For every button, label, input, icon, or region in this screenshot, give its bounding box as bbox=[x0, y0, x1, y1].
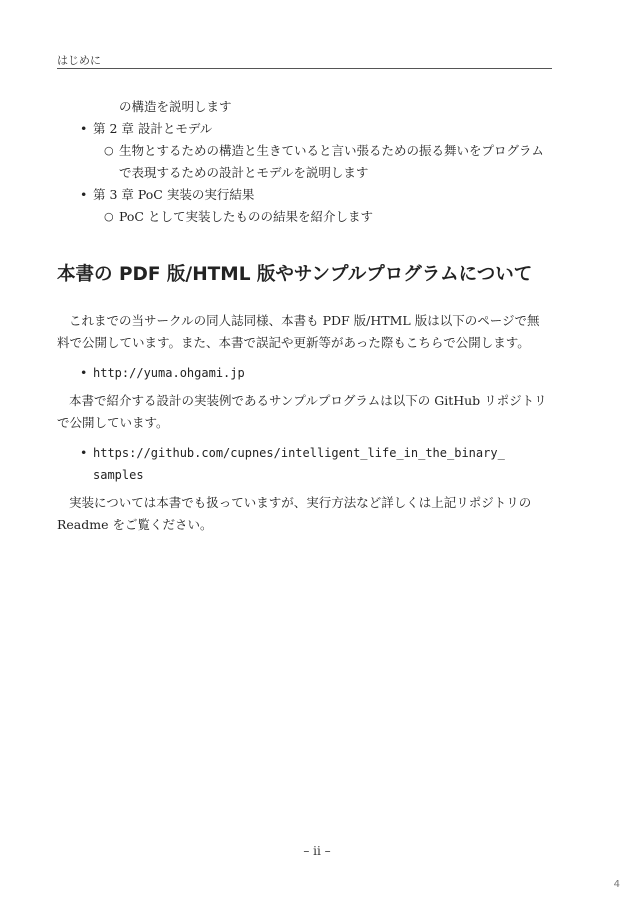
bullet-marker: • bbox=[80, 121, 88, 136]
sub-list-continuation: で表現するための設計とモデルを説明します bbox=[119, 165, 369, 180]
sub-bullet-marker: ○ bbox=[104, 144, 114, 157]
header-rule bbox=[57, 68, 552, 69]
paragraph-line: これまでの当サークルの同人誌同様、本書も PDF 版/HTML 版は以下のページで無 bbox=[69, 313, 540, 328]
link-line: https://github.com/cupnes/intelligent_life_in_the_binary_ bbox=[93, 446, 505, 460]
link-line: samples bbox=[93, 468, 144, 482]
list-item-chapter-3 bbox=[57, 184, 552, 206]
paragraph-line: Readme をご覧ください。 bbox=[57, 517, 213, 532]
section-heading: 本書の PDF 版/HTML 版やサンプルプログラムについて bbox=[57, 264, 533, 285]
paragraph-sample-program bbox=[57, 390, 552, 434]
pdf-page-number: 4 bbox=[613, 879, 620, 890]
paragraph-line: 料で公開しています。また、本書で誤記や更新等があった際もこちらで公開します。 bbox=[57, 335, 530, 350]
github-link[interactable] bbox=[93, 442, 552, 486]
url-list-item bbox=[57, 362, 552, 384]
sub-bullet-marker: ○ bbox=[104, 210, 114, 223]
paragraph-distribution bbox=[57, 310, 552, 354]
sub-list-text: 生物とするための構造と生きていると言い張るための振る舞いをプログラム bbox=[119, 143, 544, 158]
list-continuation: の構造を説明します bbox=[119, 99, 232, 114]
sub-list-item bbox=[57, 140, 552, 162]
bullet-marker: • bbox=[80, 445, 88, 460]
paragraph-readme bbox=[57, 492, 552, 536]
website-link[interactable]: http://yuma.ohgami.jp bbox=[93, 366, 245, 380]
paragraph-line: 本書で紹介する設計の実装例であるサンプルプログラムは以下の GitHub リポジトリ bbox=[69, 393, 547, 408]
sub-list-item bbox=[57, 206, 552, 228]
bullet-marker: • bbox=[80, 365, 88, 380]
page-content bbox=[57, 96, 552, 544]
paragraph-line: 実装については本書でも扱っていますが、実行方法など詳しくは上記リポジトリの bbox=[69, 495, 532, 510]
paragraph-line: で公開しています。 bbox=[57, 415, 169, 430]
url-list-item bbox=[57, 442, 552, 486]
sub-list-text: PoC として実装したものの結果を紹介します bbox=[119, 209, 373, 224]
running-header: はじめに bbox=[57, 54, 101, 67]
list-item-chapter-2 bbox=[57, 118, 552, 140]
page-number-label: – ii – bbox=[303, 844, 331, 858]
list-item-text: 第 2 章 設計とモデル bbox=[93, 121, 213, 136]
bullet-marker: • bbox=[80, 187, 88, 202]
list-item-text: 第 3 章 PoC 実装の実行結果 bbox=[93, 187, 255, 202]
